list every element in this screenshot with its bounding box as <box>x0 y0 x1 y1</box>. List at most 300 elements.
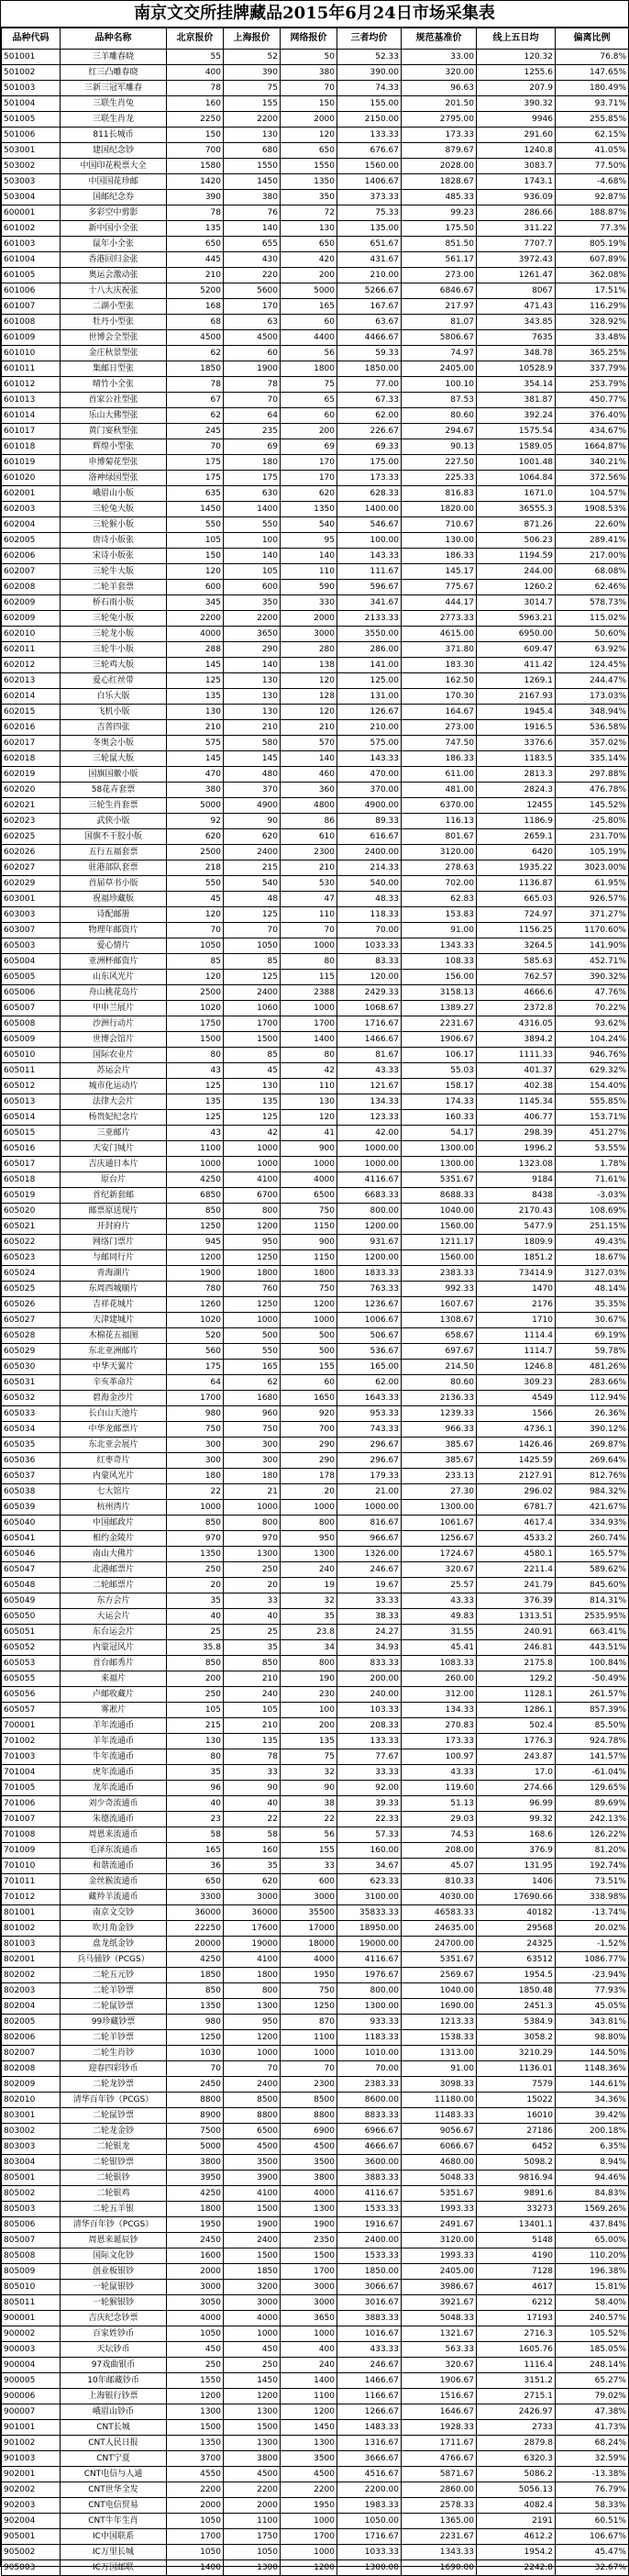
five-day-average-cell: 243.87 <box>477 1749 556 1765</box>
beijing-price-cell: 20000 <box>167 1937 224 1952</box>
table-row <box>2 1765 629 1781</box>
table-row <box>2 1890 629 1905</box>
average-cell: 133.33 <box>337 1734 402 1749</box>
table-row <box>2 2529 629 2545</box>
table-row <box>2 2015 629 2030</box>
online-price-cell: 1250 <box>281 1999 337 2015</box>
deviation-cell: 926.57% <box>556 892 629 907</box>
name-cell: 三轮牛小版 <box>61 642 167 658</box>
five-day-average-cell: 1114.7 <box>477 1344 556 1360</box>
benchmark-cell: 91.00 <box>402 923 477 938</box>
name-cell: 中华龙邮票片 <box>61 1422 167 1438</box>
name-cell: CNT人民日报 <box>61 2436 167 2451</box>
deviation-cell: 69.19% <box>556 1328 629 1344</box>
beijing-price-cell: 600 <box>167 580 224 595</box>
table-row <box>2 611 629 627</box>
shanghai-price-cell: 4100 <box>224 2186 281 2202</box>
deviation-cell: 124.45% <box>556 658 629 673</box>
name-cell: 东北亚会展片 <box>61 1438 167 1453</box>
table-row <box>2 1219 629 1235</box>
name-cell: 乐山大佛型张 <box>61 408 167 424</box>
online-price-cell: 80 <box>281 1048 337 1063</box>
table-row <box>2 1157 629 1172</box>
name-cell: 盘龙纸金钞 <box>61 1937 167 1952</box>
beijing-price-cell: 1450 <box>167 502 224 517</box>
shanghai-price-cell: 1000 <box>224 2326 281 2342</box>
benchmark-cell: 1213.33 <box>402 2015 477 2030</box>
table-row <box>2 2295 629 2311</box>
online-price-cell: 570 <box>281 736 337 751</box>
deviation-cell: 94.46% <box>556 2171 629 2186</box>
name-cell: 甲申兰展片 <box>61 1001 167 1016</box>
five-day-average-cell: 1425.59 <box>477 1453 556 1469</box>
name-cell: 三轮兔小版 <box>61 611 167 627</box>
average-cell: 175.00 <box>337 455 402 471</box>
deviation-cell: 93.71% <box>556 96 629 112</box>
online-price-cell: 1500 <box>281 2248 337 2264</box>
code-cell: 802009 <box>2 2077 61 2093</box>
deviation-cell: 3127.03% <box>556 1266 629 1282</box>
average-cell: 4900.00 <box>337 798 402 814</box>
deviation-cell: 390.12% <box>556 1422 629 1438</box>
beijing-price-cell: 620 <box>167 829 224 845</box>
online-price-cell: 290 <box>281 1438 337 1453</box>
name-cell: 世博会全型张 <box>61 330 167 346</box>
code-cell: 900003 <box>2 2342 61 2358</box>
five-day-average-cell: 168.6 <box>477 1827 556 1843</box>
average-cell: 1643.33 <box>337 1391 402 1406</box>
average-cell: 1033.33 <box>337 2545 402 2560</box>
table-row <box>2 1812 629 1827</box>
five-day-average-cell: 1194.59 <box>477 549 556 564</box>
beijing-price-cell: 36 <box>167 1859 224 1874</box>
deviation-cell: 185.05% <box>556 2342 629 2358</box>
beijing-price-cell: 2250 <box>167 112 224 128</box>
five-day-average-cell: 96.99 <box>477 1796 556 1812</box>
shanghai-price-cell: 3900 <box>224 2171 281 2186</box>
table-row <box>2 330 629 346</box>
beijing-price-cell: 650 <box>167 1874 224 1890</box>
average-cell: 966.67 <box>337 1531 402 1547</box>
online-price-cell: 210 <box>281 720 337 736</box>
table-row <box>2 1032 629 1048</box>
beijing-price-cell: 22250 <box>167 1921 224 1937</box>
table-row <box>2 393 629 408</box>
code-cell: 503004 <box>2 190 61 205</box>
shanghai-price-cell: 8800 <box>224 2108 281 2124</box>
five-day-average-cell: 27186 <box>477 2124 556 2139</box>
shanghai-price-cell: 1450 <box>224 174 281 190</box>
deviation-cell: 60.51% <box>556 2514 629 2529</box>
shanghai-price-cell: 1000 <box>224 1141 281 1157</box>
shanghai-price-cell: 3000 <box>224 1890 281 1905</box>
five-day-average-cell: 4612.2 <box>477 2529 556 2545</box>
code-cell: 605038 <box>2 1484 61 1500</box>
shanghai-price-cell: 1500 <box>224 2420 281 2436</box>
online-price-cell: 70 <box>281 81 337 96</box>
table-row <box>2 2358 629 2373</box>
beijing-price-cell: 2000 <box>167 2264 224 2280</box>
benchmark-cell: 5351.67 <box>402 1172 477 1188</box>
deviation-cell: 173.03% <box>556 689 629 705</box>
five-day-average-cell: 244.00 <box>477 564 556 580</box>
online-price-cell: 3000 <box>281 1890 337 1905</box>
online-price-cell: 5000 <box>281 283 337 299</box>
online-price-cell: 4400 <box>281 330 337 346</box>
deviation-cell: 343.81% <box>556 2015 629 2030</box>
deviation-cell: 92.87% <box>556 190 629 205</box>
deviation-cell: 79.02% <box>556 2389 629 2404</box>
table-row <box>2 580 629 595</box>
online-price-cell: 360 <box>281 783 337 798</box>
online-price-cell: 72 <box>281 205 337 221</box>
benchmark-cell: 106.17 <box>402 1048 477 1063</box>
table-row <box>2 1469 629 1484</box>
shanghai-price-cell: 1050 <box>224 938 281 954</box>
code-cell: 701006 <box>2 1796 61 1812</box>
deviation-cell: 129.65% <box>556 1781 629 1796</box>
table-row <box>2 1313 629 1328</box>
name-cell: 武侠小版 <box>61 814 167 829</box>
code-cell: 805008 <box>2 2248 61 2264</box>
online-price-cell: 3650 <box>281 2311 337 2326</box>
average-cell: 4516.67 <box>337 2467 402 2482</box>
table-row <box>2 221 629 237</box>
beijing-price-cell: 970 <box>167 1531 224 1547</box>
table-row <box>2 346 629 361</box>
shanghai-price-cell: 140 <box>224 549 281 564</box>
average-cell: 62.00 <box>337 1375 402 1391</box>
name-cell: 青海湖片 <box>61 1266 167 1282</box>
average-cell: 121.67 <box>337 1079 402 1094</box>
code-cell: 605050 <box>2 1609 61 1625</box>
deviation-cell: 153.71% <box>556 1110 629 1126</box>
shanghai-price-cell: 300 <box>224 1453 281 1469</box>
online-price-cell: 750 <box>281 1983 337 1999</box>
code-cell: 605052 <box>2 1640 61 1656</box>
shanghai-price-cell: 3000 <box>224 2295 281 2311</box>
code-cell: 601020 <box>2 471 61 486</box>
five-day-average-cell: 348.78 <box>477 346 556 361</box>
five-day-average-cell: 6420 <box>477 845 556 861</box>
code-cell: 803004 <box>2 2155 61 2171</box>
beijing-price-cell: 560 <box>167 1344 224 1360</box>
online-price-cell: 230 <box>281 1687 337 1703</box>
five-day-average-cell: 1954.5 <box>477 1968 556 1983</box>
beijing-price-cell: 64 <box>167 1375 224 1391</box>
column-header-benchmark: 规范基准价 <box>402 28 477 50</box>
average-cell: 70.00 <box>337 2061 402 2077</box>
five-day-average-cell: 3376.6 <box>477 736 556 751</box>
code-cell: 900002 <box>2 2326 61 2342</box>
average-cell: 2429.33 <box>337 985 402 1001</box>
deviation-cell: 188.87% <box>556 205 629 221</box>
online-price-cell: 56 <box>281 346 337 361</box>
name-cell: 二轮生肖钞 <box>61 2046 167 2061</box>
name-cell: 首台邮秀片 <box>61 1656 167 1671</box>
average-cell: 341.67 <box>337 595 402 611</box>
shanghai-price-cell: 1250 <box>224 1297 281 1313</box>
online-price-cell: 75 <box>281 1749 337 1765</box>
benchmark-cell: 43.33 <box>402 1765 477 1781</box>
five-day-average-cell: 392.24 <box>477 408 556 424</box>
name-cell: 中国印花税票大全 <box>61 159 167 174</box>
beijing-price-cell: 450 <box>167 2342 224 2358</box>
table-row <box>2 1625 629 1640</box>
benchmark-cell: 1365.00 <box>402 2514 477 2529</box>
table-row <box>2 1126 629 1141</box>
shanghai-price-cell: 1200 <box>224 1219 281 1235</box>
benchmark-cell: 2491.67 <box>402 2217 477 2233</box>
table-row <box>2 361 629 377</box>
name-cell: 99珍藏钞票 <box>61 2015 167 2030</box>
online-price-cell: 240 <box>281 1562 337 1578</box>
table-row <box>2 1016 629 1032</box>
beijing-price-cell: 250 <box>167 1562 224 1578</box>
name-cell: 牡丹小型张 <box>61 315 167 330</box>
table-row <box>2 658 629 673</box>
five-day-average-cell: 5148 <box>477 2233 556 2248</box>
deviation-cell: 104.57% <box>556 486 629 502</box>
online-price-cell: 900 <box>281 1141 337 1157</box>
average-cell: 59.33 <box>337 346 402 361</box>
average-cell: 370.00 <box>337 783 402 798</box>
five-day-average-cell: 871.26 <box>477 517 556 533</box>
online-price-cell: 870 <box>281 2015 337 2030</box>
code-cell: 501003 <box>2 81 61 96</box>
name-cell: 天安门城片 <box>61 1141 167 1157</box>
five-day-average-cell: 2191 <box>477 2514 556 2529</box>
name-cell: 辛亥革命片 <box>61 1375 167 1391</box>
five-day-average-cell: 24325 <box>477 1937 556 1952</box>
code-cell: 605057 <box>2 1703 61 1718</box>
table-row <box>2 798 629 814</box>
benchmark-cell: 214.50 <box>402 1360 477 1375</box>
average-cell: 1716.67 <box>337 2529 402 2545</box>
benchmark-cell: 27.30 <box>402 1484 477 1500</box>
shanghai-price-cell: 70 <box>224 393 281 408</box>
shanghai-price-cell: 135 <box>224 1094 281 1110</box>
online-price-cell: 86 <box>281 814 337 829</box>
table-row <box>2 2482 629 2498</box>
deviation-cell: 269.64% <box>556 1453 629 1469</box>
shanghai-price-cell: 760 <box>224 1282 281 1297</box>
online-price-cell: 650 <box>281 143 337 159</box>
deviation-cell: 68.08% <box>556 564 629 580</box>
average-cell: 1236.67 <box>337 1297 402 1313</box>
beijing-price-cell: 1200 <box>167 1250 224 1266</box>
deviation-cell: -61.04% <box>556 1765 629 1781</box>
column-header-shanghai-price: 上海报价 <box>224 28 281 50</box>
deviation-cell: 589.62% <box>556 1562 629 1578</box>
name-cell: 七大馆片 <box>61 1484 167 1500</box>
table-row <box>2 190 629 205</box>
five-day-average-cell: 2733 <box>477 2420 556 2436</box>
shanghai-price-cell: 60 <box>224 346 281 361</box>
code-cell: 701003 <box>2 1749 61 1765</box>
online-price-cell: 650 <box>281 237 337 252</box>
online-price-cell: 1300 <box>281 2202 337 2217</box>
average-cell: 1716.67 <box>337 1016 402 1032</box>
five-day-average-cell: 240.91 <box>477 1625 556 1640</box>
name-cell: 清华百年钞（PCGS） <box>61 2217 167 2233</box>
benchmark-cell: 385.67 <box>402 1438 477 1453</box>
beijing-price-cell: 4000 <box>167 2311 224 2326</box>
average-cell: 100.00 <box>337 533 402 549</box>
shanghai-price-cell: 45 <box>224 1063 281 1079</box>
beijing-price-cell: 390 <box>167 190 224 205</box>
five-day-average-cell: 2242.8 <box>477 2560 556 2576</box>
beijing-price-cell: 1250 <box>167 1219 224 1235</box>
name-cell: 洛神绿园型张 <box>61 471 167 486</box>
average-cell: 160.00 <box>337 1843 402 1859</box>
beijing-price-cell: 4550 <box>167 2467 224 2482</box>
shanghai-price-cell: 620 <box>224 829 281 845</box>
benchmark-cell: 385.67 <box>402 1453 477 1469</box>
beijing-price-cell: 200 <box>167 1671 224 1687</box>
deviation-cell: 30.67% <box>556 1313 629 1328</box>
benchmark-cell: 1343.33 <box>402 2545 477 2560</box>
table-row <box>2 1391 629 1406</box>
benchmark-cell: 174.33 <box>402 1094 477 1110</box>
online-price-cell: 69 <box>281 439 337 455</box>
table-row <box>2 1578 629 1593</box>
table-row <box>2 1235 629 1250</box>
average-cell: 470.00 <box>337 767 402 783</box>
five-day-average-cell: 286.66 <box>477 205 556 221</box>
five-day-average-cell: 99.32 <box>477 1812 556 1827</box>
five-day-average-cell: 3058.2 <box>477 2030 556 2046</box>
five-day-average-cell: 1128.1 <box>477 1687 556 1703</box>
name-cell: 国际文化钞 <box>61 2248 167 2264</box>
beijing-price-cell: 750 <box>167 1422 224 1438</box>
benchmark-cell: 1040.00 <box>402 1204 477 1219</box>
five-day-average-cell: 1566 <box>477 1406 556 1422</box>
table-row <box>2 907 629 923</box>
average-cell: 1000.00 <box>337 1141 402 1157</box>
benchmark-cell: 108.33 <box>402 954 477 970</box>
code-cell: 605023 <box>2 1250 61 1266</box>
five-day-average-cell: 12455 <box>477 798 556 814</box>
code-cell: 605018 <box>2 1172 61 1188</box>
deviation-cell: 32.67% <box>556 2560 629 2576</box>
online-price-cell: 3800 <box>281 2171 337 2186</box>
shanghai-price-cell: 655 <box>224 237 281 252</box>
online-price-cell: 400 <box>281 2342 337 2358</box>
shanghai-price-cell: 3650 <box>224 627 281 642</box>
benchmark-cell: 2383.33 <box>402 1266 477 1282</box>
deviation-cell: 39.42% <box>556 2108 629 2124</box>
shanghai-price-cell: 450 <box>224 2342 281 2358</box>
shanghai-price-cell: 160 <box>224 1843 281 1859</box>
five-day-average-cell: 5056.13 <box>477 2482 556 2498</box>
benchmark-cell: 1389.27 <box>402 1001 477 1016</box>
name-cell: 金丝猴流通币 <box>61 1874 167 1890</box>
benchmark-cell: 227.50 <box>402 455 477 471</box>
benchmark-cell: 4680.00 <box>402 2155 477 2171</box>
online-price-cell: 19 <box>281 1578 337 1593</box>
code-cell: 601018 <box>2 439 61 455</box>
online-price-cell: 155 <box>281 1360 337 1375</box>
name-cell: 首家公社型张 <box>61 393 167 408</box>
deviation-cell: 421.67% <box>556 1500 629 1516</box>
shanghai-price-cell: 21 <box>224 1484 281 1500</box>
shanghai-price-cell: 135 <box>224 1734 281 1749</box>
beijing-price-cell: 175 <box>167 455 224 471</box>
name-cell: 北港邮票片 <box>61 1562 167 1578</box>
benchmark-cell: 153.83 <box>402 907 477 923</box>
beijing-price-cell: 22 <box>167 1484 224 1500</box>
online-price-cell: 120 <box>281 128 337 143</box>
code-cell: 605016 <box>2 1141 61 1157</box>
table-row <box>2 2093 629 2108</box>
average-cell: 81.67 <box>337 1048 402 1063</box>
shanghai-price-cell: 2200 <box>224 112 281 128</box>
table-row <box>2 1593 629 1609</box>
online-price-cell: 1950 <box>281 1968 337 1983</box>
shanghai-price-cell: 850 <box>224 1656 281 1671</box>
benchmark-cell: 1607.67 <box>402 1297 477 1313</box>
five-day-average-cell: 5098.2 <box>477 2155 556 2171</box>
code-cell: 701012 <box>2 1890 61 1905</box>
shanghai-price-cell: 22 <box>224 1812 281 1827</box>
average-cell: 651.67 <box>337 237 402 252</box>
deviation-cell: 6.35% <box>556 2139 629 2155</box>
code-cell: 602025 <box>2 829 61 845</box>
beijing-price-cell: 80 <box>167 1749 224 1765</box>
table-row <box>2 720 629 736</box>
shanghai-price-cell: 2400 <box>224 845 281 861</box>
five-day-average-cell: 3083.7 <box>477 159 556 174</box>
benchmark-cell: 25.57 <box>402 1578 477 1593</box>
shanghai-price-cell: 1400 <box>224 502 281 517</box>
online-price-cell: 380 <box>281 65 337 81</box>
five-day-average-cell: 1240.8 <box>477 143 556 159</box>
online-price-cell: 3000 <box>281 2295 337 2311</box>
five-day-average-cell: 1954.2 <box>477 2545 556 2560</box>
shanghai-price-cell: 1800 <box>224 1266 281 1282</box>
shanghai-price-cell: 130 <box>224 128 281 143</box>
name-cell: 羊年流通币 <box>61 1734 167 1749</box>
name-cell: 吉庆纪念钞票 <box>61 2311 167 2326</box>
shanghai-price-cell: 800 <box>224 1983 281 1999</box>
online-price-cell: 330 <box>281 595 337 611</box>
shanghai-price-cell: 1680 <box>224 1391 281 1406</box>
shanghai-price-cell: 620 <box>224 1874 281 1890</box>
average-cell: 296.67 <box>337 1438 402 1453</box>
average-cell: 92.00 <box>337 1781 402 1796</box>
name-cell: 二轮银龙 <box>61 2139 167 2155</box>
five-day-average-cell: 1261.47 <box>477 268 556 283</box>
name-cell: 东台运会片 <box>61 1625 167 1640</box>
beijing-price-cell: 1030 <box>167 2046 224 2061</box>
shanghai-price-cell: 3500 <box>224 2155 281 2171</box>
name-cell: 牛年流通币 <box>61 1749 167 1765</box>
deviation-cell: 108.69% <box>556 1204 629 1219</box>
five-day-average-cell: 36555.3 <box>477 502 556 517</box>
table-row <box>2 2233 629 2248</box>
beijing-price-cell: 175 <box>167 1360 224 1375</box>
table-row <box>2 486 629 502</box>
name-cell: 祝福珍藏版 <box>61 892 167 907</box>
five-day-average-cell: 5963.21 <box>477 611 556 627</box>
benchmark-cell: 320.67 <box>402 1562 477 1578</box>
shanghai-price-cell: 75 <box>224 81 281 96</box>
shanghai-price-cell: 1500 <box>224 1032 281 1048</box>
average-cell: 1850.00 <box>337 2264 402 2280</box>
name-cell: 三轮龙小版 <box>61 627 167 642</box>
deviation-cell: 297.88% <box>556 767 629 783</box>
